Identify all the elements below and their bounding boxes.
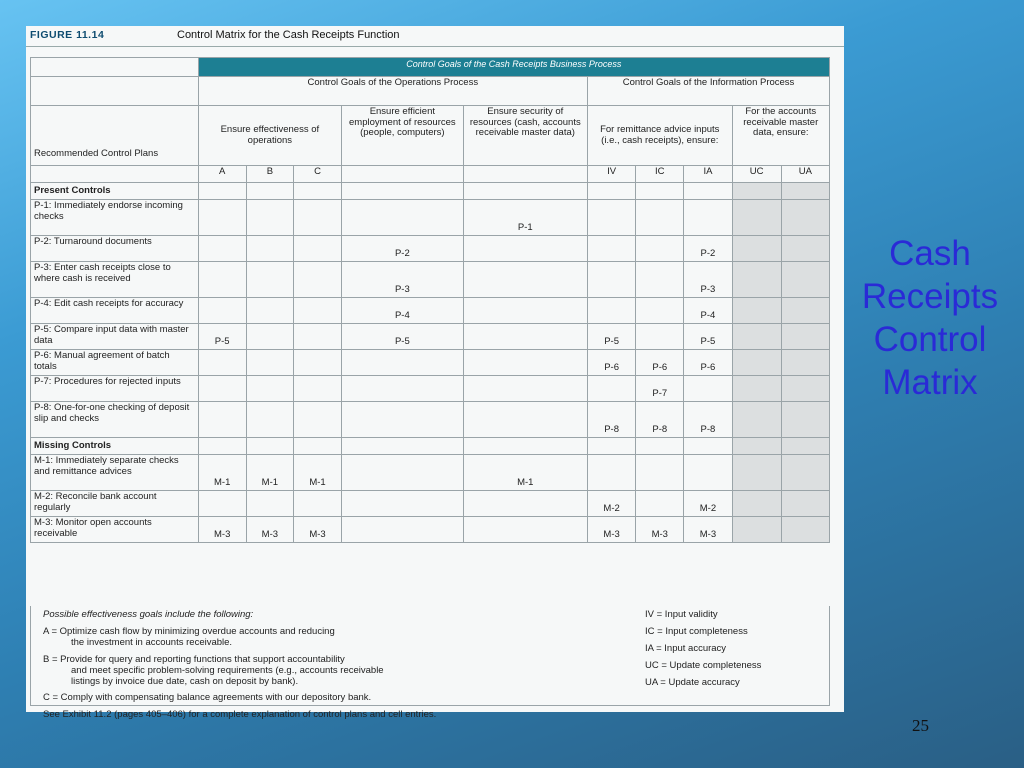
note-b-line2: and meet specific problem-solving requirements (e.g., accounts receivable [71,665,384,676]
code-ic: IC [636,166,684,183]
matrix-cell-b [246,200,293,236]
matrix-cell-ic [636,491,684,517]
table-row [31,262,830,298]
matrix-cell-eff [342,402,463,438]
present-controls-rows [31,200,830,438]
control-plan-label: M-2: Reconcile bank account regularly [31,491,199,517]
slide-title-line: Control [873,320,987,359]
matrix-cell-c [293,491,341,517]
matrix-cell-sec [463,298,587,324]
table-row [31,491,830,517]
matrix-cell-a [198,350,246,376]
ops-goals-header: Control Goals of the Operations Process [198,77,587,106]
matrix-cell-c [293,350,341,376]
note-see-exhibit: See Exhibit 11.2 (pages 405–406) for a complete explanation of control plans and cell entries. [43,709,437,720]
matrix-cell-b: M-3 [246,517,293,543]
matrix-cell-a [198,236,246,262]
matrix-cell-sec [463,517,587,543]
matrix-cell-iv [588,262,636,298]
matrix-cell-na [781,200,829,236]
note-a-line1: A = Optimize cash flow by minimizing overdue accounts and reducing [43,626,335,637]
goal-remittance-header: For remittance advice inputs (i.e., cash receipts), ensure: [588,106,733,166]
matrix-cell-iv: P-5 [588,324,636,350]
matrix-banner: Control Goals of the Cash Receipts Business Process [198,58,829,77]
matrix-cell-c [293,262,341,298]
matrix-cell-b [246,298,293,324]
section-missing-controls: Missing Controls [31,438,199,455]
matrix-cell-na [781,376,829,402]
matrix-cell-na [732,376,781,402]
matrix-cell-ia [684,200,732,236]
matrix-cell-na [732,517,781,543]
matrix-cell-sec [463,350,587,376]
control-plan-label: M-1: Immediately separate checks and remittance advices [31,455,199,491]
matrix-cell-na [781,517,829,543]
slide-title [850,232,1010,404]
note-b-line3: listings by invoice due date, cash on deposit by bank). [71,676,299,687]
control-matrix-figure [26,26,844,720]
goal-efficient-header: Ensure efficient employment of resources (people, computers) [342,106,463,166]
matrix-cell-eff [342,376,463,402]
control-plan-label: P-3: Enter cash receipts close to where cash is received [31,262,199,298]
matrix-cell-ia: P-3 [684,262,732,298]
matrix-cell-ic [636,455,684,491]
matrix-cell-a [198,200,246,236]
matrix-cell-na [781,350,829,376]
blank-code-cell [463,166,587,183]
matrix-cell-ic: P-8 [636,402,684,438]
matrix-cell-b [246,491,293,517]
matrix-cell-c [293,236,341,262]
info-goals-header: Control Goals of the Information Process [588,77,830,106]
matrix-cell-ic [636,262,684,298]
control-plan-label: P-2: Turnaround documents [31,236,199,262]
legend-ic: IC = Input completeness [645,626,748,637]
matrix-cell-ia: P-8 [684,402,732,438]
matrix-cell-eff [342,517,463,543]
control-plan-label: M-3: Monitor open accounts receivable [31,517,199,543]
matrix-cell-ia: P-5 [684,324,732,350]
notes-panel [30,606,830,720]
legend-iv: IV = Input validity [645,609,718,620]
matrix-cell-b [246,350,293,376]
blank-code-cell [31,166,199,183]
goal-ar-master-header: For the accounts receivable master data, ensure: [732,106,829,166]
matrix-cell-ic [636,298,684,324]
matrix-cell-iv: M-2 [588,491,636,517]
matrix-cell-ia [684,455,732,491]
matrix-cell-iv: P-6 [588,350,636,376]
matrix-cell-na [732,455,781,491]
matrix-cell-c [293,200,341,236]
section-present-controls: Present Controls [31,183,199,200]
matrix-cell-ia: M-2 [684,491,732,517]
matrix-cell-a: M-1 [198,455,246,491]
matrix-cell-c: M-3 [293,517,341,543]
slide-title-line: Receipts [861,277,999,316]
control-plan-label: P-4: Edit cash receipts for accuracy [31,298,199,324]
code-uc: UC [732,166,781,183]
matrix-cell-b [246,262,293,298]
matrix-cell-b: M-1 [246,455,293,491]
matrix-cell-iv [588,200,636,236]
matrix-cell-b [246,376,293,402]
matrix-cell-na [732,491,781,517]
recommended-plans-header: Recommended Control Plans [31,106,199,166]
control-matrix-table [30,57,830,543]
matrix-cell-a [198,376,246,402]
matrix-cell-na [781,236,829,262]
control-plan-label: P-7: Procedures for rejected inputs [31,376,199,402]
legend-ua: UA = Update accuracy [645,677,740,688]
matrix-cell-b [246,402,293,438]
matrix-cell-sec [463,491,587,517]
table-row [31,236,830,262]
matrix-cell-eff: P-5 [342,324,463,350]
matrix-cell-b [246,324,293,350]
slide-title-line: Matrix [882,363,978,402]
matrix-cell-iv [588,298,636,324]
matrix-cell-c [293,376,341,402]
figure-number: FIGURE 11.14 [30,29,105,41]
code-iv: IV [588,166,636,183]
notes-intro: Possible effectiveness goals include the following: [43,609,254,620]
table-row [31,376,830,402]
control-plan-label: P-8: One-for-one checking of deposit slip and checks [31,402,199,438]
code-ia: IA [684,166,732,183]
corner-cell [31,58,199,77]
matrix-cell-ic [636,324,684,350]
matrix-cell-iv [588,376,636,402]
legend-ia: IA = Input accuracy [645,643,727,654]
matrix-cell-c [293,324,341,350]
matrix-cell-eff [342,200,463,236]
matrix-cell-sec: P-1 [463,200,587,236]
table-row [31,402,830,438]
matrix-cell-ic [636,236,684,262]
matrix-cell-ia [684,376,732,402]
matrix-cell-a [198,402,246,438]
missing-controls-rows [31,455,830,543]
matrix-cell-na [732,200,781,236]
matrix-cell-b [246,236,293,262]
matrix-cell-eff [342,455,463,491]
matrix-cell-iv: M-3 [588,517,636,543]
matrix-cell-ia: M-3 [684,517,732,543]
matrix-cell-eff: P-3 [342,262,463,298]
matrix-cell-iv: P-8 [588,402,636,438]
matrix-cell-a [198,491,246,517]
matrix-cell-ic: P-6 [636,350,684,376]
table-row [31,324,830,350]
blank-code-cell [342,166,463,183]
matrix-cell-sec [463,324,587,350]
figure-header [26,26,844,47]
table-row [31,200,830,236]
matrix-cell-iv [588,455,636,491]
matrix-cell-na [732,298,781,324]
matrix-cell-na [781,298,829,324]
matrix-cell-na [732,350,781,376]
matrix-cell-eff: P-2 [342,236,463,262]
code-c: C [293,166,341,183]
matrix-cell-ia: P-4 [684,298,732,324]
matrix-cell-na [781,324,829,350]
matrix-cell-ic [636,200,684,236]
matrix-cell-eff [342,350,463,376]
matrix-cell-na [781,402,829,438]
note-b-line1: B = Provide for query and reporting functions that support accountability [43,654,345,665]
control-plan-label: P-5: Compare input data with master data [31,324,199,350]
legend-uc: UC = Update completeness [645,660,762,671]
matrix-cell-ic: P-7 [636,376,684,402]
matrix-cell-na [732,324,781,350]
matrix-cell-eff [342,491,463,517]
control-plan-label: P-1: Immediately endorse incoming checks [31,200,199,236]
matrix-cell-ia: P-2 [684,236,732,262]
matrix-cell-na [732,236,781,262]
matrix-cell-a: M-3 [198,517,246,543]
matrix-cell-eff: P-4 [342,298,463,324]
matrix-cell-c [293,402,341,438]
matrix-cell-a: P-5 [198,324,246,350]
matrix-cell-ia: P-6 [684,350,732,376]
matrix-cell-na [781,455,829,491]
table-row [31,298,830,324]
matrix-cell-sec: M-1 [463,455,587,491]
control-plan-label: P-6: Manual agreement of batch totals [31,350,199,376]
table-row [31,517,830,543]
code-ua: UA [781,166,829,183]
matrix-cell-sec [463,236,587,262]
matrix-cell-c [293,298,341,324]
matrix-cell-ic: M-3 [636,517,684,543]
table-row [31,350,830,376]
code-b: B [246,166,293,183]
slide-number: 25 [912,716,929,735]
matrix-cell-a [198,262,246,298]
matrix-cell-na [781,262,829,298]
matrix-cell-sec [463,262,587,298]
goal-effectiveness-header: Ensure effectiveness of operations [198,106,342,166]
matrix-cell-sec [463,376,587,402]
matrix-cell-iv [588,236,636,262]
code-a: A [198,166,246,183]
matrix-cell-na [781,491,829,517]
figure-caption: Control Matrix for the Cash Receipts Function [177,29,400,41]
table-row [31,455,830,491]
blank-header-cell [31,77,199,106]
note-c: C = Comply with compensating balance agreements with our depository bank. [43,692,372,703]
goal-security-header: Ensure security of resources (cash, accounts receivable master data) [463,106,587,166]
slide-title-line: Cash [889,234,971,273]
matrix-cell-sec [463,402,587,438]
note-a-line2: the investment in accounts receivable. [71,637,233,648]
matrix-cell-na [732,402,781,438]
matrix-cell-na [732,262,781,298]
matrix-cell-c: M-1 [293,455,341,491]
matrix-cell-a [198,298,246,324]
